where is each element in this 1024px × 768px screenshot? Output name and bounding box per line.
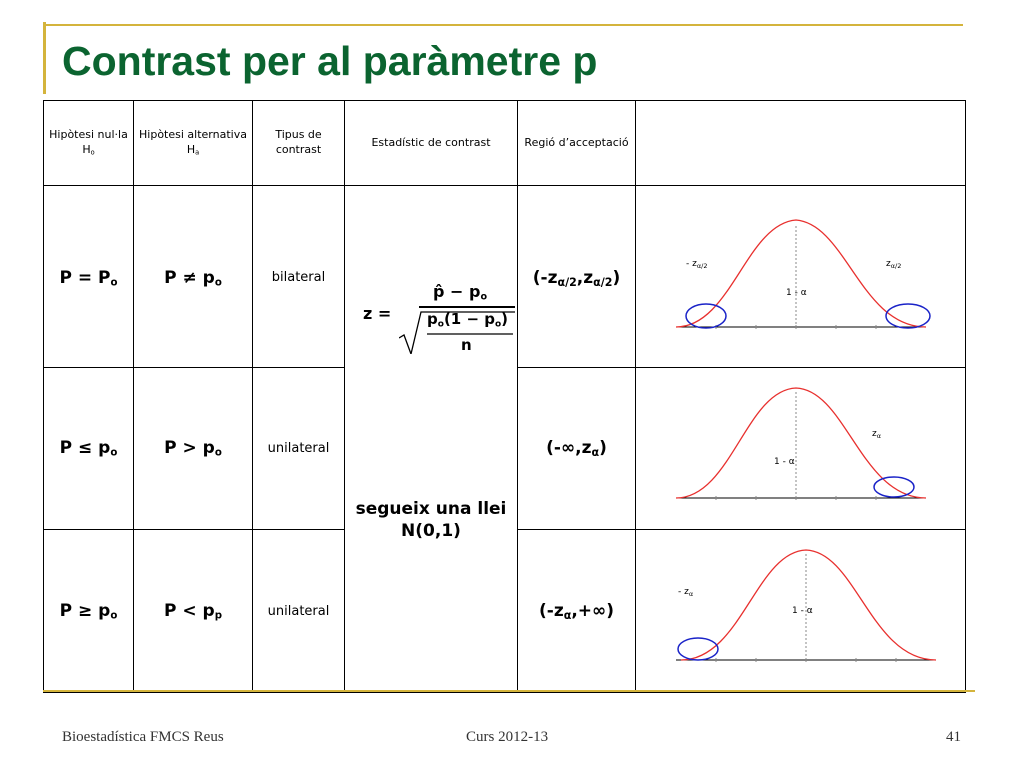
null-hypothesis-cell: $P \ge p_o$ (44, 530, 134, 693)
header-null-hypothesis: Hipòtesi nul·la $H_o$ (44, 101, 134, 186)
curve-center-label: 1 - α (786, 288, 807, 298)
formula-n: n (461, 336, 472, 354)
test-type-cell: unilateral (253, 530, 345, 693)
footer-course: Bioestadística FMCS Reus (62, 729, 224, 745)
table-row (44, 186, 966, 368)
acceptance-region-cell: $(-\infty,z_\alpha)$ (518, 368, 636, 530)
header-test-type: Tipus de contrast (253, 101, 345, 186)
header-empty (636, 101, 966, 186)
test-type-cell: bilateral (253, 186, 345, 368)
normal-curve-upper (636, 368, 965, 529)
curve-label-left: - $z_{\alpha/2}$ (686, 259, 708, 270)
z-label: z = (363, 304, 392, 323)
header-acceptance-region: Regió d’acceptació (518, 101, 636, 186)
distribution-law: segueix una llei N(0,1) (355, 499, 507, 542)
formula-denominator: $p_o(1 - p_o)$ (427, 310, 509, 330)
table-header-row (44, 101, 966, 186)
alt-hypothesis-cell: $P > p_o$ (134, 368, 253, 530)
rejection-region-right (874, 477, 914, 497)
curve-cell (636, 530, 966, 693)
z-formula (359, 282, 518, 362)
footer-divider (43, 690, 975, 692)
acceptance-region-cell: $(-z_{\alpha/2},z_{\alpha/2})$ (518, 186, 636, 368)
statistic-cell (345, 186, 518, 693)
alt-hypothesis-cell: $P \ne p_o$ (134, 186, 253, 368)
acceptance-region-cell: $(-z_\alpha,+\infty)$ (518, 530, 636, 693)
footer-year: Curs 2012-13 (466, 729, 549, 745)
curve-cell (636, 368, 966, 530)
curve-label-right: $z_{\alpha/2}$ (886, 259, 902, 270)
title-accent-vertical (43, 22, 46, 94)
null-hypothesis-cell: $P \le p_o$ (44, 368, 134, 530)
header-alt-hypothesis: Hipòtesi alternativa $H_a$ (134, 101, 253, 186)
title-accent-horizontal (43, 24, 963, 26)
test-type-cell: unilateral (253, 368, 345, 530)
curve-label-left: - $z_\alpha$ (678, 587, 694, 598)
header-statistic: Estadístic de contrast (345, 101, 518, 186)
slide-title: Contrast per al paràmetre p (62, 38, 598, 84)
curve-cell (636, 186, 966, 368)
curve-center-label: 1 - α (792, 606, 813, 616)
curve-center-label: 1 - α (774, 457, 795, 467)
hypothesis-table (43, 100, 966, 693)
null-hypothesis-cell: $P = P_o$ (44, 186, 134, 368)
normal-curve-bilateral (636, 186, 965, 367)
formula-numerator: p̂ − $p_o$ (433, 282, 488, 303)
curve-label-right: $z_\alpha$ (872, 429, 882, 440)
alt-hypothesis-cell: $P < p_p$ (134, 530, 253, 693)
normal-curve-lower (636, 530, 965, 692)
page-number: 41 (946, 729, 961, 745)
